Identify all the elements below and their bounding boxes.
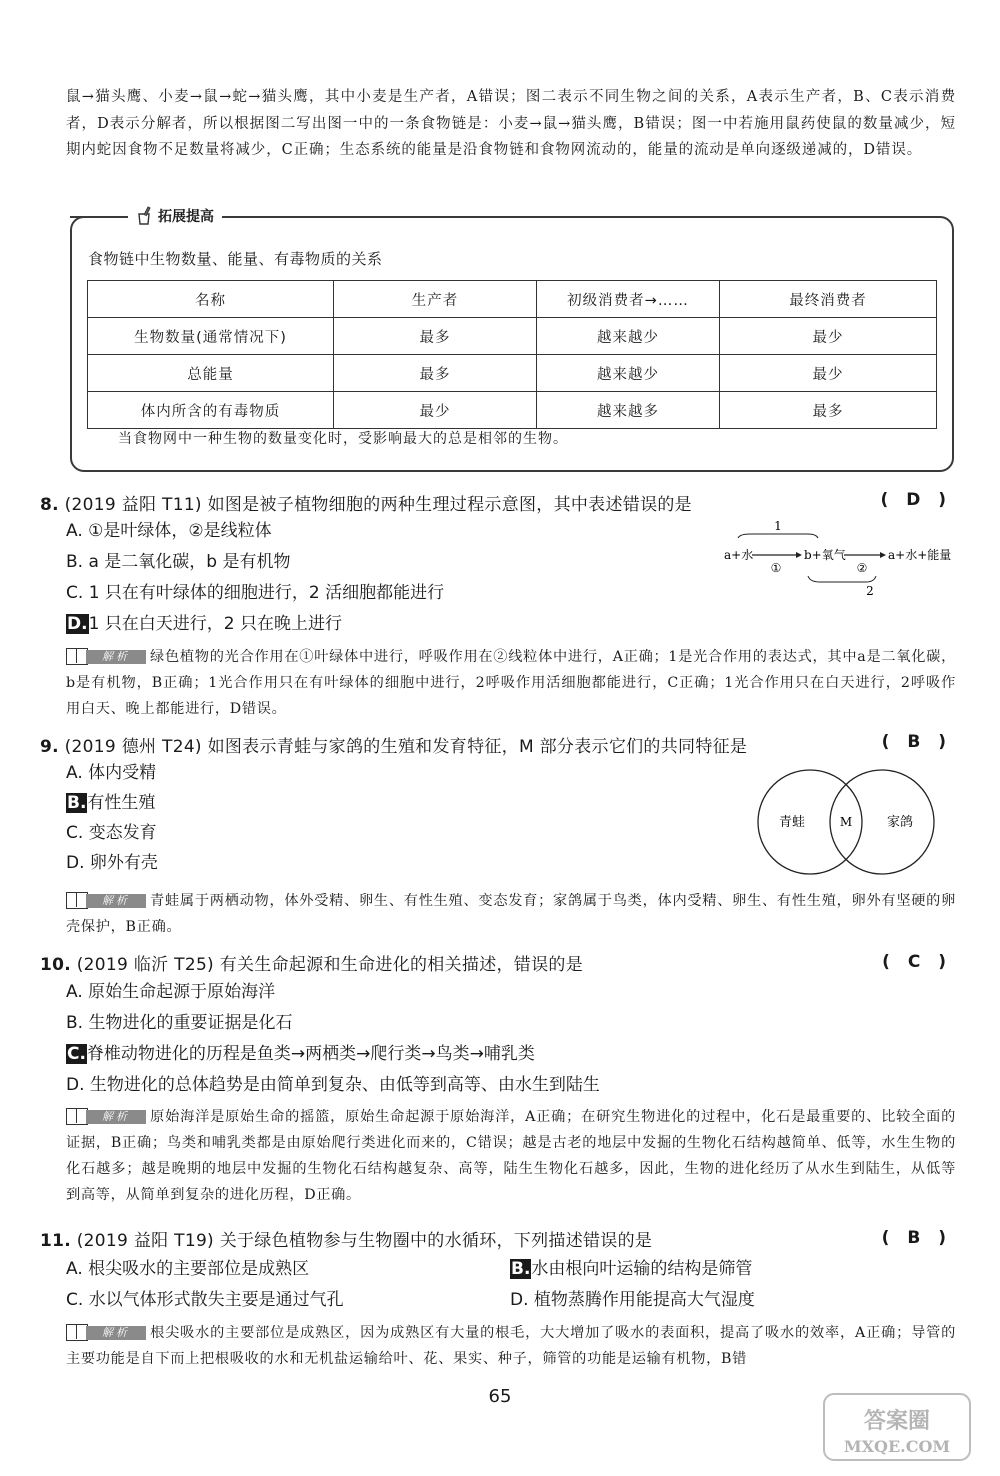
- option-letter: A.: [66, 982, 83, 1002]
- table-header-row: [88, 281, 937, 318]
- option-9b: [66, 788, 155, 813]
- option-letter: B.: [66, 1013, 84, 1033]
- table-row: [88, 392, 937, 429]
- analysis-8: [66, 644, 956, 722]
- option-text: 生物进化的重要证据是化石: [88, 1013, 293, 1033]
- option-8d: [66, 609, 342, 634]
- option-letter: C.: [66, 583, 84, 603]
- option-letter: A.: [66, 521, 83, 541]
- box-title: 食物链中生物数量、能量、有毒物质的关系: [88, 250, 383, 268]
- table-cell: 越来越少: [537, 318, 720, 355]
- question-8-answer: ( D ): [880, 490, 952, 510]
- option-11d: [510, 1285, 755, 1310]
- table-row: [88, 355, 937, 392]
- table-cell: 越来越少: [537, 355, 720, 392]
- table-header: 最终消费者: [720, 281, 937, 318]
- option-text: 有性生殖: [87, 793, 156, 813]
- diagram-left: a+水: [724, 548, 754, 562]
- option-text: 植物蒸腾作用能提高大气湿度: [533, 1290, 755, 1310]
- option-text: 体内受精: [88, 763, 157, 783]
- book-icon: [66, 1324, 88, 1341]
- venn-mid-label: M: [839, 815, 853, 829]
- table-cell: 最少: [720, 355, 937, 392]
- table-cell: 最少: [720, 318, 937, 355]
- option-letter: D.: [66, 1075, 85, 1095]
- venn-right-label: 家鸽: [886, 815, 914, 830]
- table-header: 生产者: [334, 281, 537, 318]
- question-text: (2019 益阳 T11) 如图是被子植物细胞的两种生理过程示意图，其中表述错误的是: [64, 495, 692, 515]
- option-10b: [66, 1008, 292, 1033]
- diagram-arrow1: ①: [770, 561, 782, 575]
- top-paragraph: 鼠→猫头鹰、小麦→鼠→蛇→猫头鹰，其中小麦是生产者，A错误；图二表示不同生物之间的关系，A表示生产者，B、C表示消费者，D表示分解者，所以根据图二写出图一中的一条食物链是：小麦→鼠→猫头鹰，B错误；图一中若施用鼠药使鼠的数量减少，短期内蛇因食物不足数量将减少，C正确；生态系统的能量是沿食物链和食物网流动的，能量的流动是单向逐级递减的，D错误。: [66, 89, 956, 158]
- option-text: 变态发育: [88, 823, 157, 843]
- option-letter: A.: [66, 763, 83, 783]
- option-text: ①是叶绿体，②是线粒体: [88, 521, 272, 541]
- analysis-badge-label: 解析: [86, 1110, 146, 1124]
- option-10c: [66, 1039, 535, 1064]
- option-8a: [66, 516, 272, 541]
- option-8c: [66, 578, 444, 603]
- option-text: 原始生命起源于原始海洋: [88, 982, 276, 1002]
- option-10d: [66, 1070, 600, 1095]
- relation-table: [87, 280, 937, 429]
- book-icon: [66, 648, 88, 665]
- question-text: (2019 临沂 T25) 有关生命起源和生命进化的相关描述，错误的是: [76, 955, 583, 975]
- correct-option-letter: B.: [511, 1259, 531, 1279]
- option-9a: [66, 758, 156, 783]
- question-number: 11.: [40, 1231, 72, 1251]
- book-icon: [66, 1108, 88, 1125]
- option-text: 水以气体形式散失主要是通过气孔: [88, 1290, 344, 1310]
- option-text: 卵外有壳: [89, 853, 158, 873]
- table-cell: 生物数量(通常情况下): [88, 318, 334, 355]
- option-text: 1 只在有叶绿体的细胞进行，2 活细胞都能进行: [88, 583, 445, 603]
- diagram-mid: b+氧气: [804, 548, 846, 562]
- option-text: 生物进化的总体趋势是由简单到复杂、由低等到高等、由水生到陆生: [89, 1075, 600, 1095]
- option-letter: C.: [66, 823, 84, 843]
- box-note: 当食物网中一种生物的数量变化时，受影响最大的总是相邻的生物。: [118, 431, 568, 447]
- analysis-badge-label: 解析: [86, 894, 146, 908]
- option-letter: D.: [66, 853, 85, 873]
- option-letter: D.: [510, 1290, 529, 1310]
- question-number: 8.: [40, 495, 59, 515]
- analysis-badge: [66, 1323, 148, 1343]
- question-9-stem: [40, 732, 747, 757]
- correct-option-letter: D.: [67, 614, 88, 634]
- correct-option-letter: B.: [67, 793, 87, 813]
- table-cell: 最少: [334, 392, 537, 429]
- question-11-answer: ( B ): [881, 1228, 952, 1248]
- question-11-stem: [40, 1226, 652, 1251]
- expand-tab-label: 拓展提高: [158, 209, 214, 225]
- expand-tab: [128, 202, 222, 230]
- option-8b: [66, 547, 291, 572]
- analysis-text: 绿色植物的光合作用在①叶绿体中进行，呼吸作用在②线粒体中进行，A正确；1是光合作用的表达式，其中a是二氧化碳，b是有机物，B正确；1光合作用只在有叶绿体的细胞中进行，2呼吸作用活细胞都能进行，C正确；1光合作用只在白天进行，2呼吸作用白天、晚上都能进行，D错误。: [66, 649, 956, 717]
- option-11c: [66, 1285, 344, 1310]
- option-9c: [66, 818, 157, 843]
- table-cell: 最多: [720, 392, 937, 429]
- option-text: 水由根向叶运输的结构是筛管: [531, 1259, 753, 1279]
- analysis-text: 根尖吸水的主要部位是成熟区，因为成熟区有大量的根毛，大大增加了吸水的表面积，提高了吸水的效率，A正确；导管的主要功能是自下而上把根吸收的水和无机盐运输给叶、花、果实、种子，筛管的功能是运输有机物，B错: [66, 1325, 956, 1367]
- analysis-10: [66, 1104, 956, 1208]
- analysis-badge-label: 解析: [86, 1326, 146, 1340]
- analysis-badge-label: 解析: [86, 650, 146, 664]
- table-cell: 最多: [334, 318, 537, 355]
- option-text: a 是二氧化碳，b 是有机物: [88, 552, 291, 572]
- analysis-11: [66, 1320, 956, 1372]
- diagram-top-label: 1: [774, 519, 782, 533]
- venn-left-label: 青蛙: [778, 815, 806, 830]
- diagram-bottom-label: 2: [866, 584, 874, 598]
- analysis-badge: [66, 891, 148, 911]
- venn-diagram: [750, 762, 950, 882]
- question-text: (2019 德州 T24) 如图表示青蛙与家鸽的生殖和发育特征，M 部分表示它们的共同特征是: [64, 737, 748, 757]
- option-letter: B.: [66, 552, 84, 572]
- analysis-9: [66, 888, 956, 940]
- option-text: 根尖吸水的主要部位是成熟区: [88, 1259, 310, 1279]
- question-10-stem: [40, 950, 583, 975]
- table-row: [88, 318, 937, 355]
- table-cell: 最多: [334, 355, 537, 392]
- correct-option-letter: C.: [67, 1044, 86, 1064]
- analysis-badge: [66, 647, 148, 667]
- option-11a: [66, 1254, 309, 1279]
- option-11b: [510, 1254, 752, 1279]
- pencil-cup-icon: [136, 206, 152, 226]
- svg-text:MXQE.COM: MXQE.COM: [843, 1437, 951, 1456]
- table-cell: 越来越多: [537, 392, 720, 429]
- question-text: (2019 益阳 T19) 关于绿色植物参与生物圈中的水循环，下列描述错误的是: [76, 1231, 653, 1251]
- book-icon: [66, 892, 88, 909]
- table-header: 初级消费者→……: [537, 281, 720, 318]
- option-text: 脊椎动物进化的历程是鱼类→两栖类→爬行类→鸟类→哺乳类: [86, 1044, 535, 1064]
- question-number: 9.: [40, 737, 59, 757]
- table-cell: 总能量: [88, 355, 334, 392]
- table-header: 名称: [88, 281, 334, 318]
- analysis-badge: [66, 1107, 148, 1127]
- watermark-logo: [822, 1392, 972, 1462]
- table-cell: 体内所含的有毒物质: [88, 392, 334, 429]
- option-9d: [66, 848, 158, 873]
- option-letter: C.: [66, 1290, 84, 1310]
- question-8-stem: [40, 490, 692, 515]
- question-10-answer: ( C ): [882, 952, 952, 972]
- analysis-text: 原始海洋是原始生命的摇篮，原始生命起源于原始海洋，A正确；在研究生物进化的过程中，化石是最重要的、比较全面的证据，B正确；鸟类和哺乳类都是由原始爬行类进化而来的，C错误；越是古老的地层中发掘的生物化石结构越简单、低等，水生生物的化石越多；越是晚期的地层中发掘的生物化石结构越复杂、高等，陆生生物化石越多，因此，生物的进化经历了从水生到陆生，从低等到高等，从简单到复杂的进化历程，D正确。: [66, 1109, 956, 1203]
- analysis-text: 青蛙属于两栖动物，体外受精、卵生、有性生殖、变态发育；家鸽属于鸟类，体内受精、卵生、有性生殖，卵外有坚硬的卵壳保护，B正确。: [66, 893, 956, 935]
- svg-text:答案圈: 答案圈: [863, 1408, 931, 1434]
- diagram-arrow2: ②: [856, 561, 868, 575]
- photosynthesis-diagram: [720, 518, 960, 598]
- question-9-answer: ( B ): [881, 732, 952, 752]
- page-number: 65: [488, 1386, 512, 1407]
- option-10a: [66, 977, 275, 1002]
- option-text: 1 只在白天进行，2 只在晚上进行: [88, 614, 343, 634]
- question-number: 10.: [40, 955, 72, 975]
- diagram-right: a+水+能量: [888, 548, 952, 562]
- option-letter: A.: [66, 1259, 83, 1279]
